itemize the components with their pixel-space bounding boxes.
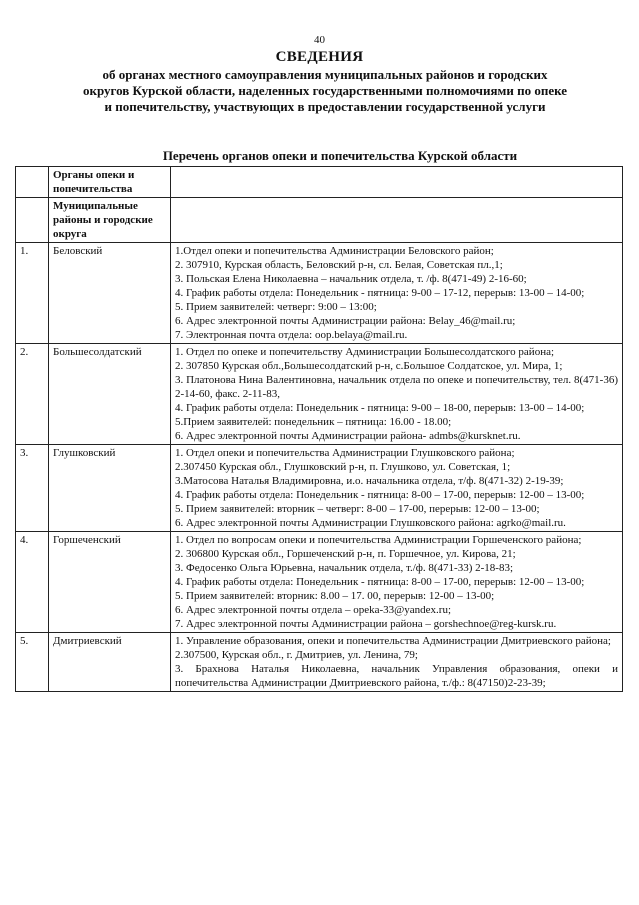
row-number: 1. bbox=[16, 243, 49, 344]
district-details bbox=[171, 243, 623, 344]
table-row bbox=[16, 633, 623, 692]
detail-line: 3. Федосенко Ольга Юрьевна, начальник отдела, т./ф. 8(471-33) 2-18-83; bbox=[175, 562, 513, 574]
district-details bbox=[171, 445, 623, 532]
detail-line: 4. График работы отдела: Понедельник - пятница: 8-00 – 17-00, перерыв: 12-00 – 13-00; bbox=[175, 489, 585, 501]
header-col-bodies: Органы опеки и попечительства bbox=[49, 167, 171, 198]
list-title: Перечень органов опеки и попечительства Курской области bbox=[162, 148, 518, 163]
detail-line: 5. Прием заявителей: вторник – четверг: 8-00 – 17-00, перерыв: 12-00 – 13-00; bbox=[175, 503, 540, 515]
district-name: Горшеченский bbox=[49, 532, 171, 633]
district-details bbox=[171, 532, 623, 633]
guardianship-bodies-table bbox=[15, 166, 623, 692]
document-subtitle: об органах местного самоуправления муниципальных районов и городских округов Курской области, наделенных государственными полномочиями по опеке и попечительству, участвующих в предоставлении государственной услуги bbox=[82, 67, 568, 114]
detail-line: 1. Отдел по опеке и попечительству Администрации Большесолдатского района; bbox=[175, 346, 555, 358]
detail-line: 3.Матосова Наталья Владимировна, и.о. начальника отдела, т/ф. 8(471-32) 2-19-39; bbox=[175, 475, 564, 487]
detail-line: 4. График работы отдела: Понедельник - пятница: 9-00 – 17-12, перерыв: 13-00 – 14-00; bbox=[175, 287, 585, 299]
detail-line: 2. 306800 Курская обл., Горшеченский р-н, п. Горшечное, ул. Кирова, 21; bbox=[175, 548, 516, 560]
detail-line: 1. Отдел по вопросам опеки и попечительства Администрации Горшеченского района; bbox=[175, 534, 582, 546]
district-name: Беловский bbox=[49, 243, 171, 344]
district-name: Глушковский bbox=[49, 445, 171, 532]
document-title: СВЕДЕНИЯ bbox=[275, 49, 364, 65]
detail-line: 6. Адрес электронной почты Администрации Глушковского района: agrko@mail.ru. bbox=[175, 517, 566, 529]
detail-line: 6. Адрес электронной почты Администрации района: Belay_46@mail.ru; bbox=[175, 315, 516, 327]
row-number: 2. bbox=[16, 344, 49, 445]
header-empty-cell bbox=[171, 198, 623, 243]
table-row bbox=[16, 243, 623, 344]
detail-line: 7. Электронная почта отдела: oop.belaya@mail.ru. bbox=[175, 329, 408, 341]
header-col-districts: Муниципальные районы и городские округа bbox=[49, 198, 171, 243]
detail-line: 2.307450 Курская обл., Глушковский р-н, п. Глушково, ул. Советская, 1; bbox=[175, 461, 511, 473]
table-row bbox=[16, 445, 623, 532]
detail-line: 1.Отдел опеки и попечительства Администрации Беловского район; bbox=[175, 245, 494, 257]
district-details bbox=[171, 633, 623, 692]
detail-line: 6. Адрес электронной почты Администрации района- admbs@kursknet.ru. bbox=[175, 430, 521, 442]
table-row bbox=[16, 532, 623, 633]
detail-line: 5.Прием заявителей: понедельник – пятница: 16.00 - 18.00; bbox=[175, 416, 452, 428]
detail-line: 3. Брахнова Наталья Николаевна, начальник Управления образования, опеки и попечительства Администрации Дмитриевского района, т./ф.: 8(47150)2-23-39; bbox=[175, 663, 618, 689]
detail-line: 5. Прием заявителей: четверг: 9:00 – 13:00; bbox=[175, 301, 377, 313]
row-number: 5. bbox=[16, 633, 49, 692]
header-empty-cell bbox=[16, 167, 49, 198]
detail-line: 2.307500, Курская обл., г. Дмитриев, ул. Ленина, 79; bbox=[175, 649, 418, 661]
table-row bbox=[16, 344, 623, 445]
detail-line: 5. Прием заявителей: вторник: 8.00 – 17. 00, перерыв: 12-00 – 13-00; bbox=[175, 590, 495, 602]
detail-line: 2. 307850 Курская обл.,Большесолдатский р-н, с.Большое Солдатское, ул. Мира, 1; bbox=[175, 360, 563, 372]
district-name: Дмитриевский bbox=[49, 633, 171, 692]
detail-line: 3. Польская Елена Николаевна – начальник отдела, т. /ф. 8(471-49) 2-16-60; bbox=[175, 273, 527, 285]
table-header-row-2 bbox=[16, 198, 623, 243]
row-number: 4. bbox=[16, 532, 49, 633]
district-details bbox=[171, 344, 623, 445]
detail-line: 4. График работы отдела: Понедельник - пятница: 9-00 – 18-00, перерыв: 13-00 – 14-00; bbox=[175, 402, 585, 414]
header-empty-cell bbox=[171, 167, 623, 198]
detail-line: 6. Адрес электронной почты отдела – opeka-33@yandex.ru; bbox=[175, 604, 452, 616]
detail-line: 3. Платонова Нина Валентиновна, начальник отдела по опеке и попечительству, тел. 8(471-36) 2-14-60, факс. 2-11-83, bbox=[175, 374, 618, 400]
detail-line: 1. Управление образования, опеки и попечительства Администрации Дмитриевского района; bbox=[175, 635, 611, 647]
page-number: 40 bbox=[314, 34, 325, 46]
table-header-row-1 bbox=[16, 167, 623, 198]
detail-line: 1. Отдел опеки и попечительства Администрации Глушковского района; bbox=[175, 447, 515, 459]
detail-line: 4. График работы отдела: Понедельник - пятница: 8-00 – 17-00, перерыв: 12-00 – 13-00; bbox=[175, 576, 585, 588]
header-empty-cell bbox=[16, 198, 49, 243]
detail-line: 2. 307910, Курская область, Беловский р-н, сл. Белая, Советская пл.,1; bbox=[175, 259, 503, 271]
row-number: 3. bbox=[16, 445, 49, 532]
detail-line: 7. Адрес электронной почты Администрации района – gorshechnoe@reg-kursk.ru. bbox=[175, 618, 557, 630]
district-name: Большесолдатский bbox=[49, 344, 171, 445]
